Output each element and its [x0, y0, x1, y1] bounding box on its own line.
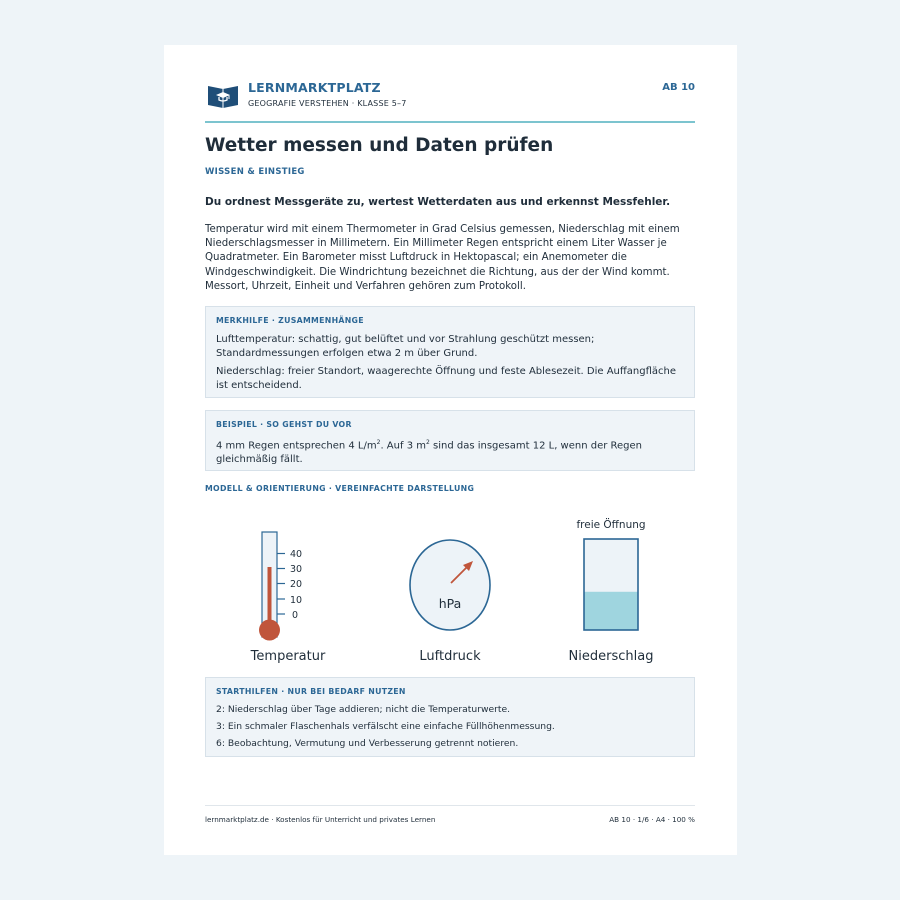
- beispiel-title: BEISPIEL · SO GEHST DU VOR: [216, 420, 352, 429]
- thermometer-scale: [277, 554, 285, 615]
- brand-name: LERNMARKTPLATZ: [248, 80, 381, 95]
- footer-left: lernmarktplatz.de · Kostenlos für Unterricht und privates Lernen: [205, 815, 436, 824]
- gauge-top-label: freie Öffnung: [576, 519, 646, 531]
- merkhilfe-item: Lufttemperatur: schattig, gut belüftet und vor Strahlung geschützt messen; Standardmessungen erfolgen etwa 2 m über Grund.: [216, 334, 595, 359]
- barometer-dial: [410, 540, 490, 630]
- starthilfe-item: 6: Beobachtung, Vermutung und Verbesserung getrennt notieren.: [216, 738, 519, 749]
- thermometer-tick-label: 20: [290, 579, 303, 590]
- thermometer-tick-label: 0: [292, 610, 299, 621]
- gauge-caption: Niederschlag: [568, 649, 654, 664]
- merkhilfe-title: MERKHILFE · ZUSAMMENHÄNGE: [216, 316, 364, 325]
- section-label: WISSEN & EINSTIEG: [205, 167, 305, 177]
- barometer-unit: hPa: [438, 596, 462, 611]
- beispiel-text: 4 mm Regen entsprechen 4 $L/m^2$. Auf 3 $m^2$ sind das insgesamt 12 L, wenn der Regen gleichmäßig fällt.: [216, 439, 643, 466]
- intro-paragraph: Temperatur wird mit einem Thermometer in Grad Celsius gemessen, Niederschlag mit einem Niederschlagsmesser in Millimetern. Ein Millimeter Regen entspricht einem Liter Wasser je Quadratmeter. Ein Barometer misst Luftdruck in Hektopascal; ein Anemometer die Windgeschwindigkeit. Die Windrichtung bezeichnet die Richtung, aus der der Wind kommt. Messort, Uhrzeit, Einheit und Verfahren gehören zum Protokoll.: [205, 224, 680, 292]
- footer-rule: [205, 805, 695, 806]
- starthilfen-title: STARTHILFEN · NUR BEI BEDARF NUTZEN: [216, 687, 406, 696]
- thermometer-bulb: [259, 620, 280, 641]
- starthilfe-item: 3: Ein schmaler Flaschenhals verfälscht eine einfache Füllhöhenmessung.: [216, 721, 555, 732]
- page-title: Wetter messen und Daten prüfen: [205, 135, 554, 156]
- instrument-diagram: [164, 45, 737, 675]
- thermometer-tick-label: 30: [290, 564, 303, 575]
- thermometer-tick-label: 10: [290, 595, 303, 606]
- thermometer-tick-label: 40: [290, 549, 303, 560]
- worksheet-page: [164, 45, 737, 855]
- footer-right: AB 10 · 1/6 · A4 · 100 %: [609, 815, 695, 824]
- barometer-caption: Luftdruck: [419, 649, 481, 664]
- merkhilfe-item: Niederschlag: freier Standort, waagerechte Öffnung und feste Ablesezeit. Die Auffangfläche ist entscheidend.: [216, 366, 676, 391]
- brand-subtitle: GEOGRAFIE VERSTEHEN · KLASSE 5–7: [248, 99, 407, 108]
- model-label: MODELL & ORIENTIERUNG · VEREINFACHTE DARSTELLUNG: [205, 484, 475, 493]
- thermometer-caption: Temperatur: [250, 649, 326, 664]
- starthilfen-box: [205, 677, 695, 757]
- starthilfe-item: 2: Niederschlag über Tage addieren; nicht die Temperaturwerte.: [216, 704, 511, 715]
- lead-text: Du ordnest Messgeräte zu, wertest Wetterdaten aus und erkennst Messfehler.: [205, 196, 671, 208]
- sheet-id: AB 10: [662, 82, 695, 93]
- gauge-water-level: [584, 592, 638, 630]
